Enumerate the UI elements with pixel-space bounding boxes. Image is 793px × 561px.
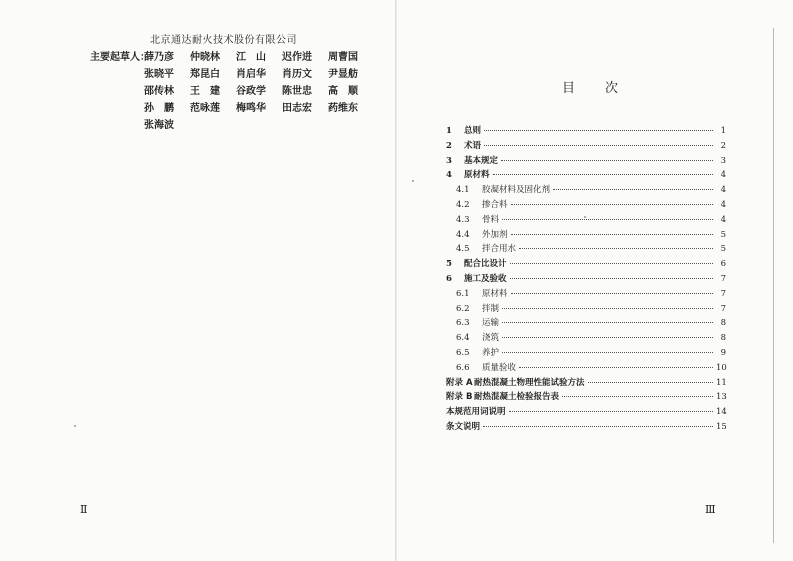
toc-entry-number: 6 (446, 273, 452, 284)
toc-entry-page: 15 (716, 421, 727, 432)
toc-entry-page: 10 (716, 362, 727, 373)
toc-title: 目次 (562, 81, 649, 96)
toc-entry[interactable] (446, 257, 726, 272)
toc-entry-page: 4 (720, 199, 726, 210)
toc-leader-dots (562, 396, 713, 397)
toc-entry-title: 原材料 (464, 170, 490, 181)
toc-leader-dots (502, 219, 713, 220)
drafter-name: 尹显舫 (328, 69, 358, 80)
drafter-name: 肖启华 (236, 69, 266, 80)
toc-entry-number: 6.3 (456, 318, 470, 329)
toc-entry-page: 4 (720, 214, 726, 225)
toc-entry-number: 4 (446, 170, 452, 181)
drafter-name: 药维东 (328, 103, 358, 114)
toc-entry-page: 5 (720, 229, 726, 240)
toc-entry-title: 耐热混凝土物理性能试验方法 (474, 377, 585, 388)
toc-entry-number: 2 (446, 140, 452, 151)
drafter-row (144, 99, 374, 116)
toc-entry[interactable] (446, 302, 726, 317)
toc-leader-dots (501, 160, 713, 161)
toc-entry[interactable] (446, 139, 726, 154)
book-gutter (395, 0, 397, 561)
drafter-name: 范咏莲 (190, 103, 220, 114)
toc-entry-page: 1 (720, 126, 726, 136)
toc-entry[interactable] (446, 331, 726, 346)
toc-leader-dots (484, 145, 713, 146)
drafters-label: 主要起草人： (90, 52, 150, 63)
drafter-name: 江 山 (236, 52, 266, 63)
scan-speck (412, 180, 414, 182)
toc-entry[interactable] (446, 242, 726, 257)
toc-entry-title: 养护 (482, 347, 500, 358)
toc-entry-title: 质量验收 (482, 362, 517, 373)
toc-entry-page: 13 (716, 392, 727, 403)
toc-leader-dots (511, 234, 713, 235)
toc-leader-dots (502, 337, 713, 338)
toc-entry[interactable] (446, 183, 726, 198)
toc-entry-title: 拌合用水 (482, 244, 517, 255)
toc-entry-number: 6.2 (456, 303, 470, 314)
toc-entry-number: 4.1 (456, 185, 470, 196)
toc-entry-title: 拌制 (482, 303, 500, 314)
toc-entry-title: 条文说明 (446, 421, 481, 432)
drafter-name: 仲晓林 (190, 52, 220, 63)
drafter-name: 谷政学 (236, 86, 266, 97)
toc-entry-page: 3 (720, 155, 726, 166)
toc-leader-dots (502, 322, 713, 323)
toc-entry-number: 4.5 (456, 244, 470, 255)
toc-entry-page: 5 (720, 244, 726, 255)
toc-entry-title: 总则 (464, 126, 482, 136)
toc-entry-number: 附录 A (446, 377, 473, 388)
toc-entry-title: 配合比设计 (464, 259, 507, 270)
toc-entry-page: 6 (720, 259, 726, 270)
toc-entry[interactable] (446, 316, 726, 331)
toc-entry-title: 掺合料 (482, 199, 508, 210)
toc-entry[interactable] (446, 346, 726, 361)
drafter-row (144, 82, 374, 99)
toc-entry[interactable] (446, 390, 726, 405)
page-edge-line (773, 28, 774, 543)
scan-speck (584, 216, 586, 218)
drafter-name: 高 顺 (328, 86, 358, 97)
toc-entry-page: 8 (720, 318, 726, 329)
toc-entry-page: 4 (720, 170, 726, 181)
toc-leader-dots (588, 382, 713, 383)
drafter-name: 肖历文 (282, 69, 312, 80)
page-number-right: Ⅲ (705, 503, 716, 516)
toc-entry[interactable] (446, 287, 726, 302)
toc-leader-dots (519, 248, 713, 249)
toc-entry-number: 4.4 (456, 229, 470, 240)
drafter-name: 田志宏 (282, 103, 312, 114)
toc-leader-dots (502, 308, 713, 309)
toc-entry[interactable] (446, 213, 726, 228)
drafter-name: 迟作进 (282, 52, 312, 63)
toc-leader-dots (553, 189, 713, 190)
toc-leader-dots (484, 130, 713, 131)
toc-entry-title: 术语 (464, 140, 482, 151)
toc-entry-page: 7 (720, 273, 726, 284)
toc-leader-dots (510, 263, 713, 264)
drafter-name: 梅鸣华 (236, 103, 266, 114)
toc-entry-page: 14 (716, 407, 727, 418)
toc-entry[interactable] (446, 405, 726, 420)
toc-entry-page: 8 (720, 333, 726, 344)
toc-entry-page: 9 (720, 347, 726, 358)
toc-entry-title: 耐热混凝土检验报告表 (474, 392, 560, 403)
toc-entry[interactable] (446, 228, 726, 243)
toc-entry[interactable] (446, 168, 726, 183)
table-of-contents (446, 124, 726, 435)
drafter-name: 张晓平 (144, 69, 174, 80)
toc-entry-number: 6.1 (456, 288, 470, 299)
toc-entry-page: 4 (720, 185, 726, 196)
toc-entry-number: 3 (446, 155, 452, 166)
toc-entry-page: 7 (720, 288, 726, 299)
toc-entry-page: 7 (720, 303, 726, 314)
drafter-name: 周曹国 (328, 52, 358, 63)
page-number-left: Ⅱ (80, 503, 88, 516)
toc-entry-title: 胶凝材料及固化剂 (482, 185, 551, 196)
drafter-row (144, 48, 374, 65)
toc-entry-title: 基本规定 (464, 155, 499, 166)
drafter-name: 郑昆白 (190, 69, 220, 80)
toc-leader-dots (511, 293, 713, 294)
toc-leader-dots (510, 278, 713, 279)
drafter-name: 陈世忠 (282, 86, 312, 97)
toc-entry[interactable] (446, 376, 726, 391)
drafter-name: 张海波 (144, 120, 174, 131)
toc-entry-title: 浇筑 (482, 333, 500, 344)
drafter-row (144, 116, 374, 133)
toc-entry-number: 6.6 (456, 362, 470, 373)
drafter-name: 孙 鹏 (144, 103, 174, 114)
drafter-name: 邵传林 (144, 86, 174, 97)
toc-leader-dots (502, 352, 713, 353)
toc-leader-dots (519, 367, 713, 368)
company-name: 北京通达耐火技术股份有限公司 (150, 35, 297, 46)
toc-entry-title: 外加剂 (482, 229, 508, 240)
toc-entry-number: 6.4 (456, 333, 470, 344)
toc-entry[interactable] (446, 124, 726, 139)
scan-speck (74, 425, 76, 427)
toc-entry[interactable] (446, 361, 726, 376)
toc-leader-dots (493, 174, 713, 175)
toc-entry[interactable] (446, 154, 726, 169)
toc-entry-number: 5 (446, 259, 452, 270)
toc-leader-dots (511, 204, 713, 205)
toc-entry-page: 11 (716, 377, 727, 388)
drafter-row (144, 65, 374, 82)
toc-entry-title: 运输 (482, 318, 500, 329)
toc-entry[interactable] (446, 272, 726, 287)
toc-entry[interactable] (446, 420, 726, 435)
drafter-name: 王 建 (190, 86, 220, 97)
toc-entry-number: 6.5 (456, 347, 470, 358)
toc-entry-number: 1 (446, 126, 452, 136)
toc-entry-title: 骨料 (482, 214, 500, 225)
toc-leader-dots (483, 426, 713, 427)
toc-entry-title: 施工及验收 (464, 273, 507, 284)
toc-entry-page: 2 (720, 140, 726, 151)
toc-entry-number: 4.2 (456, 199, 470, 210)
toc-leader-dots (509, 411, 713, 412)
toc-entry-number: 4.3 (456, 214, 470, 225)
drafter-name: 薛乃彦 (144, 52, 174, 63)
drafters-list (144, 48, 374, 133)
toc-entry-number: 附录 B (446, 392, 473, 403)
toc-entry-title: 原材料 (482, 288, 508, 299)
toc-entry-title: 本规范用词说明 (446, 407, 506, 418)
toc-entry[interactable] (446, 198, 726, 213)
